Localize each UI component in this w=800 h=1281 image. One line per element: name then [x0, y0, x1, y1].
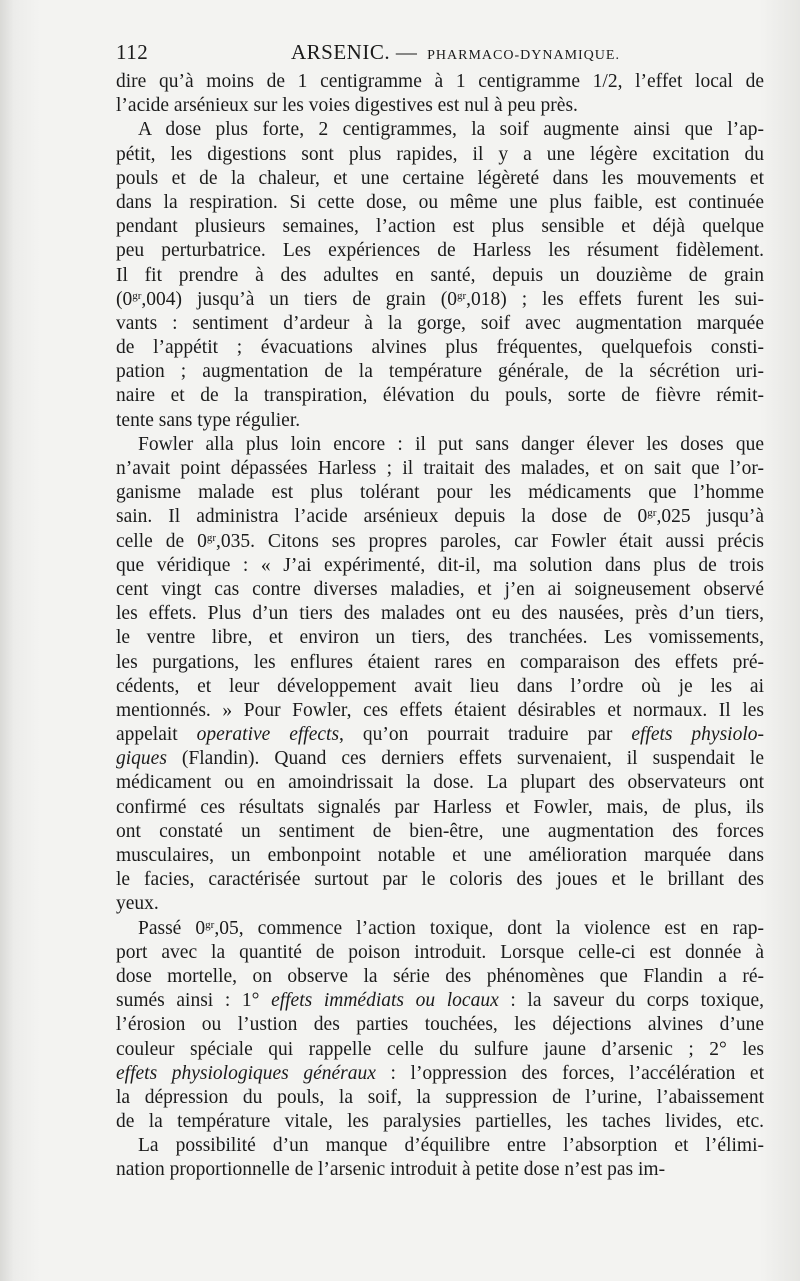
text-line: de la température vitale, les paralysies partielles, les taches livides, etc.	[116, 1111, 764, 1133]
text-line: ont constaté un sentiment de bien-être, une augmentation des forces	[116, 820, 764, 842]
text-line: ganisme malade est plus tolérant pour les médicaments que l’homme	[116, 482, 764, 504]
text-line: effets physiologiques généraux : l’oppression des forces, l’accélération et	[116, 1062, 764, 1084]
text-line: le ventre libre, et environ un tiers, des tranchées. Les vomissements,	[116, 627, 764, 649]
text-line: giques (Flandin). Quand ces derniers effets survenaient, il suspendait le	[116, 748, 764, 770]
text-line: vants : sentiment d’ardeur à la gorge, soif avec augmentation marquée	[116, 312, 764, 334]
text-line: couleur spéciale qui rappelle celle du sulfure jaune d’arsenic ; 2° les	[116, 1038, 764, 1060]
text-line: sain. Il administra l’acide arsénieux depuis la dose de $0^{gr},025$ jusqu’à	[116, 506, 764, 528]
text-line: dire qu’à moins de 1 centigramme à 1 centigramme 1/2, l’effet local de	[116, 71, 764, 92]
text-line: pétit, les digestions sont plus rapides, il y a une légère excitation du	[116, 143, 764, 165]
text-line: cent vingt cas contre diverses maladies, et j’en ai soigneusement observé	[116, 578, 764, 600]
text-line: de l’appétit ; évacuations alvines plus fréquentes, quelquefois consti-	[116, 337, 764, 359]
text-line: dose mortelle, on observe la série des phénomènes que Flandin a ré-	[116, 965, 764, 987]
text-line: sumés ainsi : 1° effets immédiats ou locaux : la saveur du corps toxique,	[116, 990, 765, 1012]
text-line: tente sans type régulier.	[116, 409, 301, 431]
text-line: La possibilité d’un manque d’équilibre entre l’absorption et l’élimi-	[138, 1135, 764, 1157]
text-line: dans la respiration. Si cette dose, ou même une plus faible, est continuée	[116, 191, 764, 213]
text-line: que véridique : « J’ai expérimenté, dit-il, ma solution dans plus de trois	[116, 554, 764, 576]
text-line: l’acide arsénieux sur les voies digestives est nul à peu près.	[116, 95, 578, 117]
text-line: naire et de la transpiration, élévation du pouls, sorte de fièvre rémit-	[116, 385, 764, 407]
text-line: cédents, et leur développement avait lieu dans l’ordre où je les ai	[116, 675, 764, 697]
text-line: pouls et de la chaleur, et une certaine légèreté dans les mouvements et	[116, 167, 764, 189]
running-title-separator: —	[395, 40, 418, 64]
running-title-sub: PHARMACO-DYNAMIQUE.	[427, 48, 620, 63]
text-line: pendant plusieurs semaines, l’action est plus sensible et déjà quelque	[116, 216, 764, 238]
text-line: A dose plus forte, 2 centigrammes, la soif augmente ainsi que l’ap-	[138, 119, 764, 141]
text-line: la dépression du pouls, la soif, la suppression de l’urine, l’abaissement	[116, 1086, 764, 1108]
text-line: $(0^{gr},004)$ jusqu’à un tiers de grain $(0^{gr},018)$ ; les effets furent les sui-	[116, 288, 764, 310]
text-line: pation ; augmentation de la température générale, de la sécrétion uri-	[116, 361, 764, 383]
text-line: celle de $0^{gr},035$. Citons ses propres paroles, car Fowler était aussi précis	[116, 530, 764, 552]
running-title-main: ARSENIC.	[291, 40, 391, 64]
text-line: port avec la quantité de poison introduit. Lorsque celle-ci est donnée à	[116, 941, 764, 963]
text-line: yeux.	[116, 893, 159, 915]
text-line: peu perturbatrice. Les expériences de Harless les résument fidèlement.	[116, 240, 764, 262]
text-line: mentionnés. » Pour Fowler, ces effets étaient désirables et normaux. Il les	[116, 699, 764, 721]
text-line: les purgations, les enflures étaient rares en comparaison des effets pré-	[116, 651, 764, 673]
page-number: 112	[116, 40, 149, 64]
text-line: confirmé ces résultats signalés par Harless et Fowler, mais, de plus, ils	[116, 796, 764, 818]
text-line: musculaires, un embonpoint notable et une amélioration marquée dans	[116, 845, 764, 866]
text-line: appelait operative effects, qu’on pourrait traduire par effets physiolo-	[116, 724, 764, 746]
text-line: le facies, caractérisée surtout par le coloris des joues et le brillant des	[116, 869, 764, 891]
text-line: nation proportionnelle de l’arsenic introduit à petite dose n’est pas im-	[116, 1159, 666, 1181]
text-line: Il fit prendre à des adultes en santé, depuis un douzième de grain	[116, 264, 764, 286]
text-line: l’érosion ou l’ustion des parties touchées, les déjections alvines d’une	[116, 1014, 764, 1036]
body-text	[116, 70, 764, 1183]
text-line: les effets. Plus d’un tiers des malades ont eu des nausées, près d’un tiers,	[116, 603, 764, 625]
text-line: médicament ou en amoindrissait la dose. La plupart des observateurs ont	[116, 772, 764, 794]
text-line: Fowler alla plus loin encore : il put sans danger élever les doses que	[138, 433, 764, 455]
text-line: Passé $0^{gr},05$, commence l’action toxique, dont la violence est en rap-	[138, 917, 764, 939]
running-header	[116, 40, 766, 70]
text-line: n’avait point dépassées Harless ; il traitait des malades, et on sait que l’or-	[116, 458, 764, 479]
running-title	[291, 40, 620, 65]
